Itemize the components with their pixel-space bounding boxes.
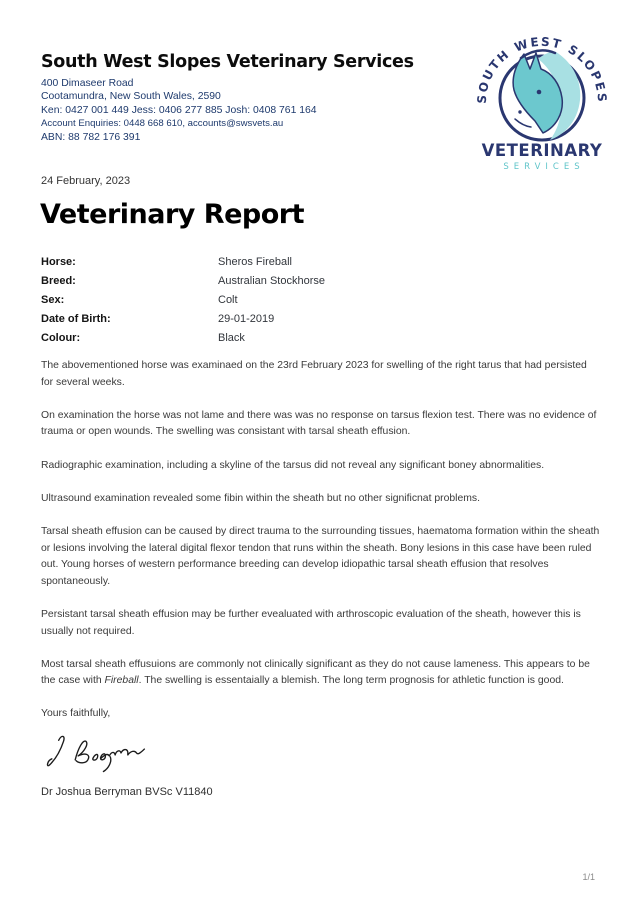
paragraph-examination-date: The abovementioned horse was examinaed on the 23rd February 2023 for swelling of the right tarus that had persisted for several weeks. (41, 360, 587, 388)
detail-label: Sex: (41, 294, 65, 306)
logo-arc-text: SOUTH WEST SLOPES (474, 34, 610, 105)
detail-row-horse (41, 253, 325, 272)
signatory-name: Dr Joshua Berryman BVSc V11840 (41, 786, 213, 798)
practice-name: South West Slopes Veterinary Services (41, 52, 414, 72)
report-body (41, 358, 601, 723)
paragraph-ultrasound: Ultrasound examination revealed some fibin within the sheath but no other significnat problems. (41, 492, 480, 504)
paragraph-persistent: Persistant tarsal sheath effusion may be further evealuated with arthroscopic evaluation of the sheath, however this is usually not required. (41, 608, 581, 637)
clinic-logo (472, 22, 612, 184)
logo-word-veterinary: VETERINARY (481, 141, 603, 160)
paragraph-prognosis (41, 657, 601, 690)
detail-value: 29-01-2019 (218, 313, 275, 325)
logo-word-services: SERVICES (503, 162, 585, 172)
signature-image (46, 730, 158, 774)
paragraph-radiographic: Radiographic examination, including a skyline of the tarsus did not reveal any significant boney abnormalities. (41, 459, 545, 471)
report-title: Veterinary Report (40, 199, 304, 230)
account-enquiries-line: Account Enquiries: 0448 668 610, accounts@swsvets.au (41, 118, 284, 130)
detail-value: Black (218, 332, 245, 344)
detail-label: Horse: (41, 256, 76, 268)
letterhead (41, 52, 461, 144)
detail-value: Colt (218, 294, 238, 306)
address-line-1: 400 Dimaseer Road (41, 78, 134, 89)
report-date: 24 February, 2023 (41, 175, 131, 187)
signature-strokes (47, 736, 144, 771)
closing-salutation: Yours faithfully, (41, 708, 111, 720)
detail-row-breed (41, 272, 325, 291)
detail-value: Sheros Fireball (218, 256, 292, 268)
prognosis-text-before: Most tarsal sheath effusuions are commonly not clinically significant as they do not cause lameness. This appears to be the case with (41, 658, 590, 687)
detail-row-sex (41, 291, 325, 310)
paragraph-examination-findings: On examination the horse was not lame and there was was no response on tarsus flexion test. There was no evidence of trauma or open wounds. The swelling was consistant with tarsal sheath effusion. (41, 409, 597, 438)
detail-row-colour (41, 329, 325, 348)
paragraph-causes: Tarsal sheath effusion can be caused by direct trauma to the surrounding tissues, haematoma formation within the sheath or lesions involving the lateral digital flexor tendon that runs within the sheath. Bony lesions in this case have been ruled out. Young horses of western performance breeding can develop idiopathic tarsal sheath effusion that resolves spontaneously. (41, 525, 600, 587)
detail-label: Date of Birth: (41, 313, 111, 325)
page-number: 1/1 (582, 872, 595, 882)
phone-line: Ken: 0427 001 449 Jess: 0406 277 885 Josh: 0408 761 164 (41, 104, 317, 116)
detail-value: Australian Stockhorse (218, 275, 325, 287)
abn-line: ABN: 88 782 176 391 (41, 131, 141, 143)
address-line-2: Cootamundra, New South Wales, 2590 (41, 91, 221, 103)
horse-details (41, 253, 325, 348)
horse-head-icon (513, 50, 580, 140)
detail-label: Colour: (41, 332, 81, 344)
horse-name-italic: Fireball (104, 675, 139, 687)
prognosis-text-after: . The swelling is essentaially a blemish. The long term prognosis for athletic function is good. (138, 675, 564, 687)
detail-label: Breed: (41, 275, 76, 287)
detail-row-dob (41, 310, 325, 329)
